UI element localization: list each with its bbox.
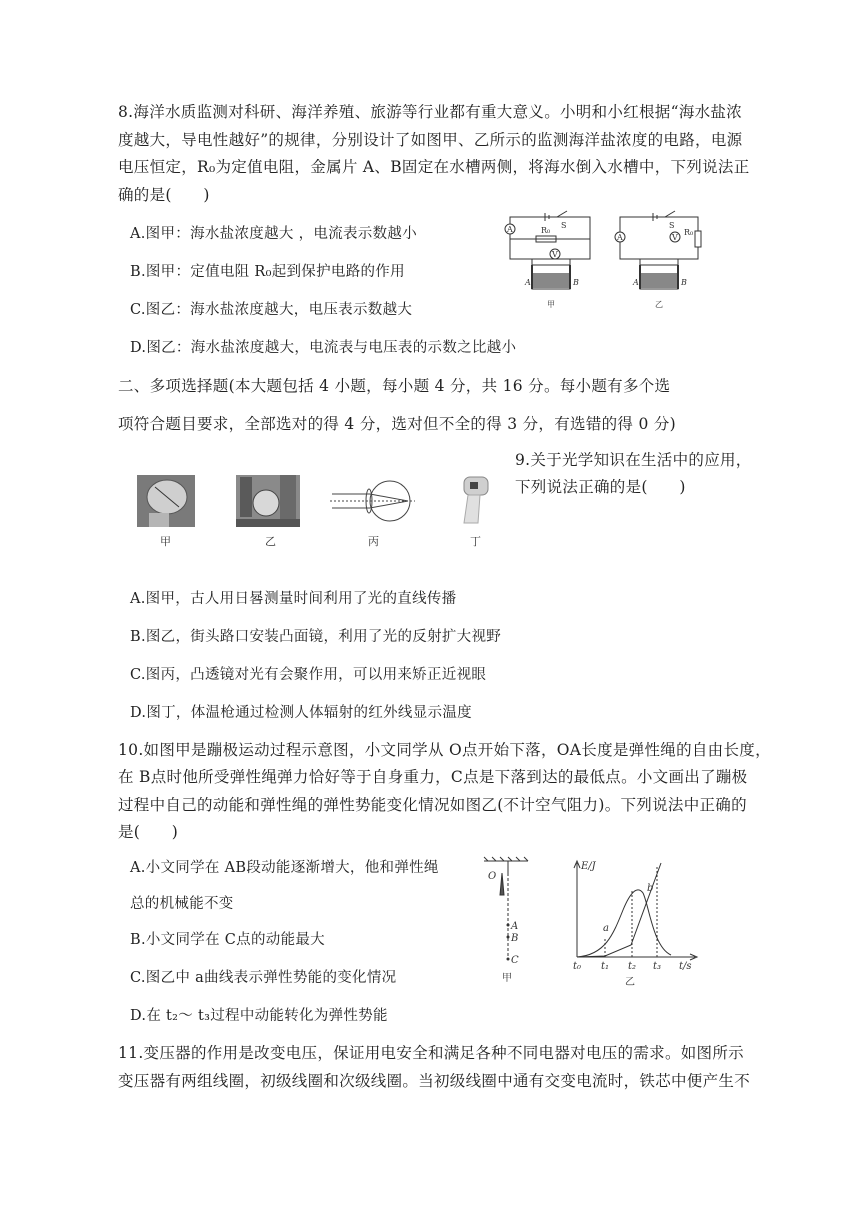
tick-t2: t₂ [628, 961, 637, 972]
resistor-right-label: R₀ [684, 228, 694, 237]
q8-circuit-figure [495, 207, 720, 312]
q8-option-d: D.图乙：海水盐浓度越大，电流表与电压表的示数之比越小 [130, 340, 517, 356]
q10-option-c: C.图乙中 a曲线表示弹性势能的变化情况 [130, 970, 397, 986]
point-c-marker [507, 958, 510, 961]
plate-b-right-label: B [681, 278, 687, 287]
q9-option-b: B.图乙，街头路口安装凸面镜，利用了光的反射扩大视野 [130, 629, 502, 645]
plate-a-right-label: A [633, 278, 639, 287]
q8-option-c: C.图乙：海水盐浓度越大，电压表示数越大 [130, 302, 413, 318]
q9-option-a: A.图甲，古人用日晷测量时间利用了光的直线传播 [130, 591, 457, 607]
section2-line-2: 项符合题目要求，全部选对的得 4 分，选对但不全的得 3 分，有选错的得 0 分) [118, 415, 676, 433]
switch-left [557, 211, 567, 217]
point-b-label: B [511, 933, 519, 944]
resistor-left-label: R₀ [541, 226, 551, 235]
voltmeter-left-label: V [552, 250, 558, 259]
q10-option-a-line-2: 总的机械能不变 [130, 896, 234, 912]
y-axis-label: E/J [581, 861, 596, 872]
plate-b-left-label: B [573, 278, 579, 287]
q10-line-1: 10.如图甲是蹦极运动过程示意图，小文同学从 O点开始下落，OA长度是弹性绳的自由长度， [118, 741, 771, 759]
q10-line-2: 在 B点时他所受弹性绳弹力恰好等于自身重力，C点是下落到达的最低点。小文画出了蹦极 [118, 768, 748, 786]
q8-line-4: 确的是( ) [118, 186, 210, 204]
q10-line-3: 过程中自己的动能和弹性绳的弹性势能变化情况如图乙(不计空气阻力)。下列说法中正确的 [118, 796, 747, 814]
plate-a-left-label: A [525, 278, 531, 287]
q9-caption-1: 甲 [160, 535, 171, 548]
q10-option-d: D.在 t₂～ t₃过程中动能转化为弹性势能 [130, 1008, 388, 1024]
ammeter-left-label: A [507, 225, 513, 234]
tick-t1: t₁ [601, 961, 610, 972]
caption-left: 甲 [547, 300, 555, 309]
q9-caption-2: 乙 [265, 535, 276, 548]
switch-right [665, 211, 675, 217]
curve-a-label: a [603, 923, 609, 934]
q9-caption-4: 丁 [470, 535, 481, 548]
q10-line-4: 是( ) [118, 823, 179, 841]
q8-line-1: 8.海洋水质监测对科研、海洋养殖、旅游等行业都有重大意义。小明和小红根据“海水盐浓 [118, 103, 743, 121]
q11-line-2: 变压器有两组线圈，初级线圈和次级线圈。当初级线圈中通有交变电流时，铁芯中便产生不 [118, 1072, 751, 1090]
energy-graph-caption: 乙 [625, 977, 635, 988]
tick-t0: t₀ [573, 961, 582, 972]
point-a-marker [507, 924, 510, 927]
tick-t3: t₃ [653, 961, 662, 972]
thermometer-gun-photo [450, 473, 495, 528]
q9-line-2: 下列说法正确的是( ) [515, 478, 686, 496]
point-a-label: A [511, 921, 519, 932]
convex-mirror-photo [236, 475, 300, 527]
q9-option-d: D.图丁，体温枪通过检测人体辐射的红外线显示温度 [130, 705, 472, 721]
q8-line-3: 电压恒定，R₀为定值电阻，金属片 A、B固定在水槽两侧，将海水倒入水槽中，下列说法正 [118, 158, 750, 176]
q11-line-1: 11.变压器的作用是改变电压，保证用电安全和满足各种不同电器对电压的需求。如图所示 [118, 1044, 744, 1062]
point-c-label: C [511, 955, 519, 966]
eye-lens-diagram [330, 480, 415, 522]
voltmeter-right-label: V [672, 233, 678, 242]
point-o-label: O [488, 871, 497, 882]
q9-option-c: C.图丙，凸透镜对光有会聚作用，可以用来矫正近视眼 [130, 667, 487, 683]
energy-graph [565, 855, 705, 990]
curve-b-label: b [647, 883, 654, 894]
q10-option-b: B.小文同学在 C点的动能最大 [130, 932, 325, 948]
q9-line-1: 9.关于光学知识在生活中的应用， [515, 451, 752, 469]
q8-line-2: 度越大，导电性越好”的规律，分别设计了如图甲、乙所示的监测海洋盐浓度的电路，电源 [118, 131, 743, 149]
sundial-photo [137, 475, 195, 527]
q9-caption-3: 丙 [368, 535, 379, 548]
q10-option-a-line-1: A.小文同学在 AB段动能逐渐增大，他和弹性绳 [130, 860, 439, 876]
x-axis-label: t/s [679, 961, 692, 972]
bungee-caption: 甲 [502, 973, 512, 984]
switch-right-label: S [669, 221, 675, 230]
point-b-marker [507, 936, 510, 939]
q8-option-a: A.图甲：海水盐浓度越大 ，电流表示数越小 [130, 226, 417, 242]
circuit-right-loop [620, 217, 698, 259]
switch-left-label: S [561, 221, 567, 230]
resistor-right [695, 231, 701, 247]
bungee-diagram [478, 855, 538, 985]
caption-right: 乙 [655, 300, 663, 309]
q8-option-b: B.图甲：定值电阻 R₀起到保护电路的作用 [130, 264, 405, 280]
section2-line-1: 二、多项选择题(本大题包括 4 小题，每小题 4 分，共 16 分。每小题有多个选 [118, 377, 671, 395]
ammeter-right-label: A [617, 233, 623, 242]
